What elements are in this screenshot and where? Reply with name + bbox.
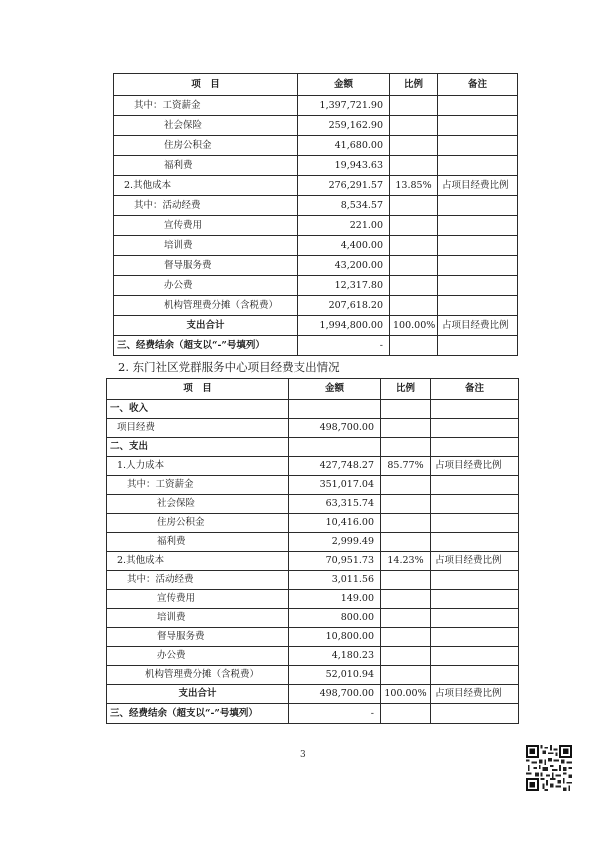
table-row	[107, 419, 519, 438]
row-item: 三、经费结余（超支以“-”号填列）	[107, 704, 289, 724]
header-amount: 金额	[298, 74, 390, 96]
row-ratio	[381, 628, 431, 647]
row-note	[438, 196, 518, 216]
table-row	[114, 256, 518, 276]
row-ratio	[390, 336, 438, 356]
row-amount: 259,162.90	[298, 116, 390, 136]
page-number: 3	[300, 750, 306, 760]
row-amount: 800.00	[289, 609, 381, 628]
row-item: 支出合计	[114, 316, 298, 336]
row-amount: 4,180.23	[289, 647, 381, 666]
row-item: 机构管理费分摊（含税费）	[107, 666, 289, 685]
row-item: 督导服务费	[107, 628, 289, 647]
row-amount: 498,700.00	[289, 685, 381, 704]
row-amount: 10,416.00	[289, 514, 381, 533]
table-row	[107, 400, 519, 419]
row-amount: 41,680.00	[298, 136, 390, 156]
row-note	[438, 336, 518, 356]
row-note	[438, 156, 518, 176]
row-item: 2.其他成本	[107, 552, 289, 571]
row-amount: 1,994,800.00	[298, 316, 390, 336]
row-amount: 19,943.63	[298, 156, 390, 176]
row-note: 占项目经费比例	[438, 176, 518, 196]
row-ratio	[381, 419, 431, 438]
row-item: 宣传费用	[107, 590, 289, 609]
row-ratio	[390, 296, 438, 316]
table-balance-row	[114, 336, 518, 356]
table-row	[107, 514, 519, 533]
header-item: 项 目	[107, 379, 289, 400]
row-amount	[289, 400, 381, 419]
row-ratio	[381, 704, 431, 724]
row-item: 二、支出	[107, 438, 289, 457]
table-row	[114, 276, 518, 296]
row-ratio	[381, 609, 431, 628]
row-note	[431, 438, 519, 457]
row-item: 其中：活动经费	[107, 571, 289, 590]
row-note: 占项目经费比例	[438, 316, 518, 336]
row-amount	[289, 438, 381, 457]
row-note: 占项目经费比例	[431, 552, 519, 571]
row-note	[431, 533, 519, 552]
row-item: 三、经费结余（超支以“-”号填列）	[114, 336, 298, 356]
row-ratio	[381, 571, 431, 590]
row-item: 办公费	[114, 276, 298, 296]
table-row	[114, 296, 518, 316]
row-note: 占项目经费比例	[431, 457, 519, 476]
row-note: 占项目经费比例	[431, 685, 519, 704]
table-row	[114, 236, 518, 256]
expense-table-1	[113, 73, 518, 356]
row-note	[431, 590, 519, 609]
row-ratio: 85.77%	[381, 457, 431, 476]
row-note	[438, 296, 518, 316]
row-item: 项目经费	[107, 419, 289, 438]
table-row	[114, 176, 518, 196]
row-amount: 427,748.27	[289, 457, 381, 476]
row-note	[431, 476, 519, 495]
table-total-row	[114, 316, 518, 336]
row-note	[438, 276, 518, 296]
row-item: 其中：工资薪金	[107, 476, 289, 495]
table-header-row	[114, 74, 518, 96]
row-note	[431, 609, 519, 628]
row-ratio	[390, 236, 438, 256]
row-amount: 52,010.94	[289, 666, 381, 685]
row-note	[438, 136, 518, 156]
header-item: 项 目	[114, 74, 298, 96]
row-amount: -	[289, 704, 381, 724]
table-row	[114, 96, 518, 116]
row-note	[431, 647, 519, 666]
row-item: 社会保险	[114, 116, 298, 136]
header-ratio: 比例	[381, 379, 431, 400]
row-item: 督导服务费	[114, 256, 298, 276]
header-amount: 金额	[289, 379, 381, 400]
row-item: 支出合计	[107, 685, 289, 704]
row-amount: 276,291.57	[298, 176, 390, 196]
table-total-row	[107, 685, 519, 704]
header-note: 备注	[431, 379, 519, 400]
row-note	[431, 419, 519, 438]
header-ratio: 比例	[390, 74, 438, 96]
table-row	[107, 666, 519, 685]
row-amount: 63,315.74	[289, 495, 381, 514]
row-note	[431, 514, 519, 533]
table-row	[107, 457, 519, 476]
section-title: 2. 东门社区党群服务中心项目经费支出情况	[118, 360, 340, 374]
table-row	[114, 156, 518, 176]
row-ratio	[381, 647, 431, 666]
row-amount: 221.00	[298, 216, 390, 236]
row-ratio	[390, 96, 438, 116]
row-ratio	[390, 156, 438, 176]
row-ratio	[381, 514, 431, 533]
row-note	[431, 666, 519, 685]
row-amount: 498,700.00	[289, 419, 381, 438]
row-ratio	[390, 276, 438, 296]
row-ratio	[390, 256, 438, 276]
row-item: 福利费	[114, 156, 298, 176]
table-row	[114, 196, 518, 216]
row-item: 其中：活动经费	[114, 196, 298, 216]
row-note	[431, 400, 519, 419]
row-item: 1.人力成本	[107, 457, 289, 476]
row-note	[431, 628, 519, 647]
expense-table-2	[106, 378, 519, 724]
row-item: 住房公积金	[114, 136, 298, 156]
row-note	[438, 236, 518, 256]
row-amount: -	[298, 336, 390, 356]
row-amount: 3,011.56	[289, 571, 381, 590]
row-item: 2.其他成本	[114, 176, 298, 196]
row-ratio	[390, 136, 438, 156]
table-row	[107, 609, 519, 628]
row-ratio	[390, 216, 438, 236]
row-ratio	[381, 590, 431, 609]
row-item: 社会保险	[107, 495, 289, 514]
row-ratio: 14.23%	[381, 552, 431, 571]
row-amount: 10,800.00	[289, 628, 381, 647]
row-note	[438, 96, 518, 116]
table-row	[107, 552, 519, 571]
row-amount: 149.00	[289, 590, 381, 609]
header-note: 备注	[438, 74, 518, 96]
table-row	[114, 116, 518, 136]
row-amount: 2,999.49	[289, 533, 381, 552]
row-ratio	[381, 495, 431, 514]
row-item: 福利费	[107, 533, 289, 552]
row-ratio: 13.85%	[390, 176, 438, 196]
row-note	[438, 256, 518, 276]
row-amount: 207,618.20	[298, 296, 390, 316]
table-balance-row	[107, 704, 519, 724]
row-amount: 1,397,721.90	[298, 96, 390, 116]
table-row	[107, 533, 519, 552]
row-ratio	[390, 116, 438, 136]
row-ratio: 100.00%	[381, 685, 431, 704]
row-note	[438, 216, 518, 236]
row-ratio	[381, 476, 431, 495]
table-row	[107, 628, 519, 647]
table-row	[107, 647, 519, 666]
table-row	[107, 476, 519, 495]
row-ratio	[390, 196, 438, 216]
row-item: 办公费	[107, 647, 289, 666]
row-ratio	[381, 438, 431, 457]
row-amount: 70,951.73	[289, 552, 381, 571]
table-row	[107, 438, 519, 457]
row-item: 培训费	[114, 236, 298, 256]
row-note	[431, 571, 519, 590]
table-row	[114, 136, 518, 156]
table-row	[107, 571, 519, 590]
row-item: 一、收入	[107, 400, 289, 419]
qr-code-icon	[526, 745, 572, 791]
row-note	[431, 495, 519, 514]
row-ratio	[381, 666, 431, 685]
table-header-row	[107, 379, 519, 400]
row-amount: 12,317.80	[298, 276, 390, 296]
row-note	[438, 116, 518, 136]
row-amount: 4,400.00	[298, 236, 390, 256]
row-ratio	[381, 400, 431, 419]
row-ratio: 100.00%	[390, 316, 438, 336]
row-note	[431, 704, 519, 724]
table-row	[107, 590, 519, 609]
row-item: 宣传费用	[114, 216, 298, 236]
row-amount: 351,017.04	[289, 476, 381, 495]
row-item: 培训费	[107, 609, 289, 628]
row-amount: 8,534.57	[298, 196, 390, 216]
table-row	[114, 216, 518, 236]
row-item: 住房公积金	[107, 514, 289, 533]
row-ratio	[381, 533, 431, 552]
row-amount: 43,200.00	[298, 256, 390, 276]
row-item: 其中：工资薪金	[114, 96, 298, 116]
row-item: 机构管理费分摊（含税费）	[114, 296, 298, 316]
table-row	[107, 495, 519, 514]
